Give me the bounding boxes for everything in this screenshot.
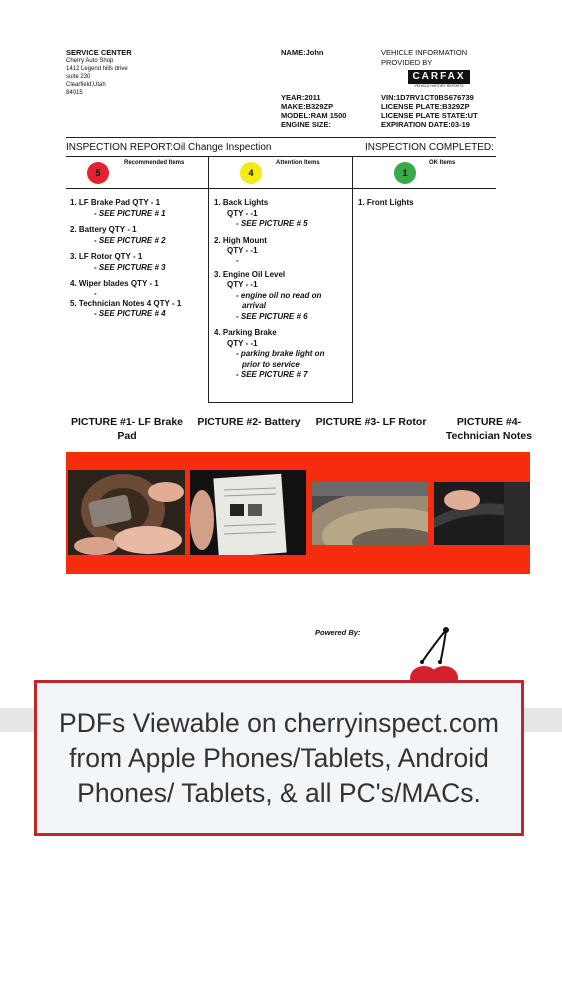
service-center-line: Clearfield,Utah — [66, 82, 106, 88]
column-divider — [352, 156, 353, 402]
picture-title-2: PICTURE #2- Battery — [197, 416, 301, 428]
picture-title-3: PICTURE #3- LF Rotor — [315, 416, 427, 428]
engine-field: ENGINE SIZE: — [281, 120, 332, 129]
model-field: MODEL:RAM 1500 — [281, 111, 347, 120]
recommended-items-label: Recommended Items — [124, 160, 185, 166]
divider — [66, 188, 496, 189]
service-center-block — [66, 48, 132, 97]
column-divider — [208, 156, 209, 402]
pdf-viewable-caption — [34, 680, 524, 836]
service-center-line: suite 230 — [66, 74, 91, 80]
license-plate-field: LICENSE PLATE:B329ZP — [381, 102, 470, 111]
year-field: YEAR:2011 — [281, 93, 321, 102]
divider — [208, 402, 353, 403]
provided-by-label: PROVIDED BY — [381, 58, 433, 67]
divider — [66, 156, 496, 157]
ok-items-label: OK Items — [429, 160, 456, 166]
battery-illustration — [190, 470, 306, 555]
list-item: 3. LF Rotor QTY - 1 - SEE PICTURE # 3 — [70, 252, 166, 272]
cherry-icon — [404, 624, 474, 684]
list-item: 1. Front Lights — [358, 198, 414, 207]
carfax-logo — [408, 70, 470, 89]
vehicle-ids-block — [381, 93, 478, 129]
powered-by-label: Powered By: — [315, 628, 361, 637]
wiper-illustration — [434, 482, 530, 545]
rotor-illustration — [312, 482, 428, 545]
service-center-line: 1412 Legend hills drive — [66, 66, 128, 72]
list-item: 1. Back Lights QTY - -1 - SEE PICTURE # 5 — [214, 198, 308, 228]
vehicle-info-block — [381, 48, 467, 68]
customer-vehicle-block — [281, 93, 346, 129]
vehicle-info-label: VEHICLE INFORMATION — [381, 48, 468, 57]
pdf-viewable-text: PDFs Viewable on cherryinspect.com from Apple Phones/Tablets, Android Phones/ Tablets, & all PC's/MACs. — [59, 707, 499, 808]
attention-items-label: Attention Items — [276, 160, 320, 166]
divider — [66, 137, 496, 138]
list-item: 4. Parking Brake QTY - -1 - parking brake light on prior to service - SEE PICTURE # 7 — [214, 328, 325, 379]
list-item: 1. LF Brake Pad QTY - 1 - SEE PICTURE # 1 — [70, 198, 166, 218]
list-item: 2. Battery QTY - 1 - SEE PICTURE # 2 — [70, 225, 166, 245]
make-field: MAKE:B329ZP — [281, 102, 334, 111]
list-item: 4. Wiper blades QTY - 1 - — [70, 279, 159, 298]
ok-count-badge: 1 — [394, 162, 416, 184]
inspection-completed: INSPECTION COMPLETED: — [365, 142, 494, 153]
picture-1-brake-pad-photo[interactable] — [68, 470, 185, 555]
service-center-label: SERVICE CENTER — [66, 48, 132, 57]
recommended-count-badge: 5 — [87, 162, 109, 184]
picture-3-rotor-photo[interactable] — [312, 482, 428, 545]
customer-name: NAME:John — [281, 48, 324, 57]
list-item: 3. Engine Oil Level QTY - -1 - engine oil no read on arrival - SEE PICTURE # 6 — [214, 269, 322, 321]
recommended-items-list — [70, 198, 206, 326]
carfax-logo-text: CARFAX — [408, 70, 470, 84]
picture-2-battery-photo[interactable] — [190, 470, 306, 555]
report-title: INSPECTION REPORT:Oil Change Inspection — [66, 142, 272, 153]
ok-items-list — [358, 198, 494, 215]
brake-pad-illustration — [68, 470, 185, 555]
picture-4-technician-notes-photo[interactable] — [434, 482, 530, 545]
expiration-date-field: EXPIRATION DATE:03-19 — [381, 120, 470, 129]
license-plate-state-field: LICENSE PLATE STATE:UT — [381, 111, 478, 120]
picture-title-4: PICTURE #4- Technician Notes — [445, 416, 533, 442]
picture-title-1: PICTURE #1- LF Brake Pad — [70, 416, 184, 442]
attention-items-list — [214, 198, 350, 387]
list-item: 2. High Mount QTY - -1 - — [214, 235, 267, 265]
service-center-line: 84015 — [66, 90, 83, 96]
list-item: 5. Technician Notes 4 QTY - 1 - SEE PICTURE # 4 — [70, 298, 182, 318]
attention-count-badge: 4 — [240, 162, 262, 184]
carfax-logo-tag: VEHICLE HISTORY REPORTS — [414, 84, 464, 88]
vin-field: VIN:1D7RV1CT0BS676739 — [381, 93, 474, 102]
service-center-line: Cherry Auto Shop — [66, 58, 114, 64]
